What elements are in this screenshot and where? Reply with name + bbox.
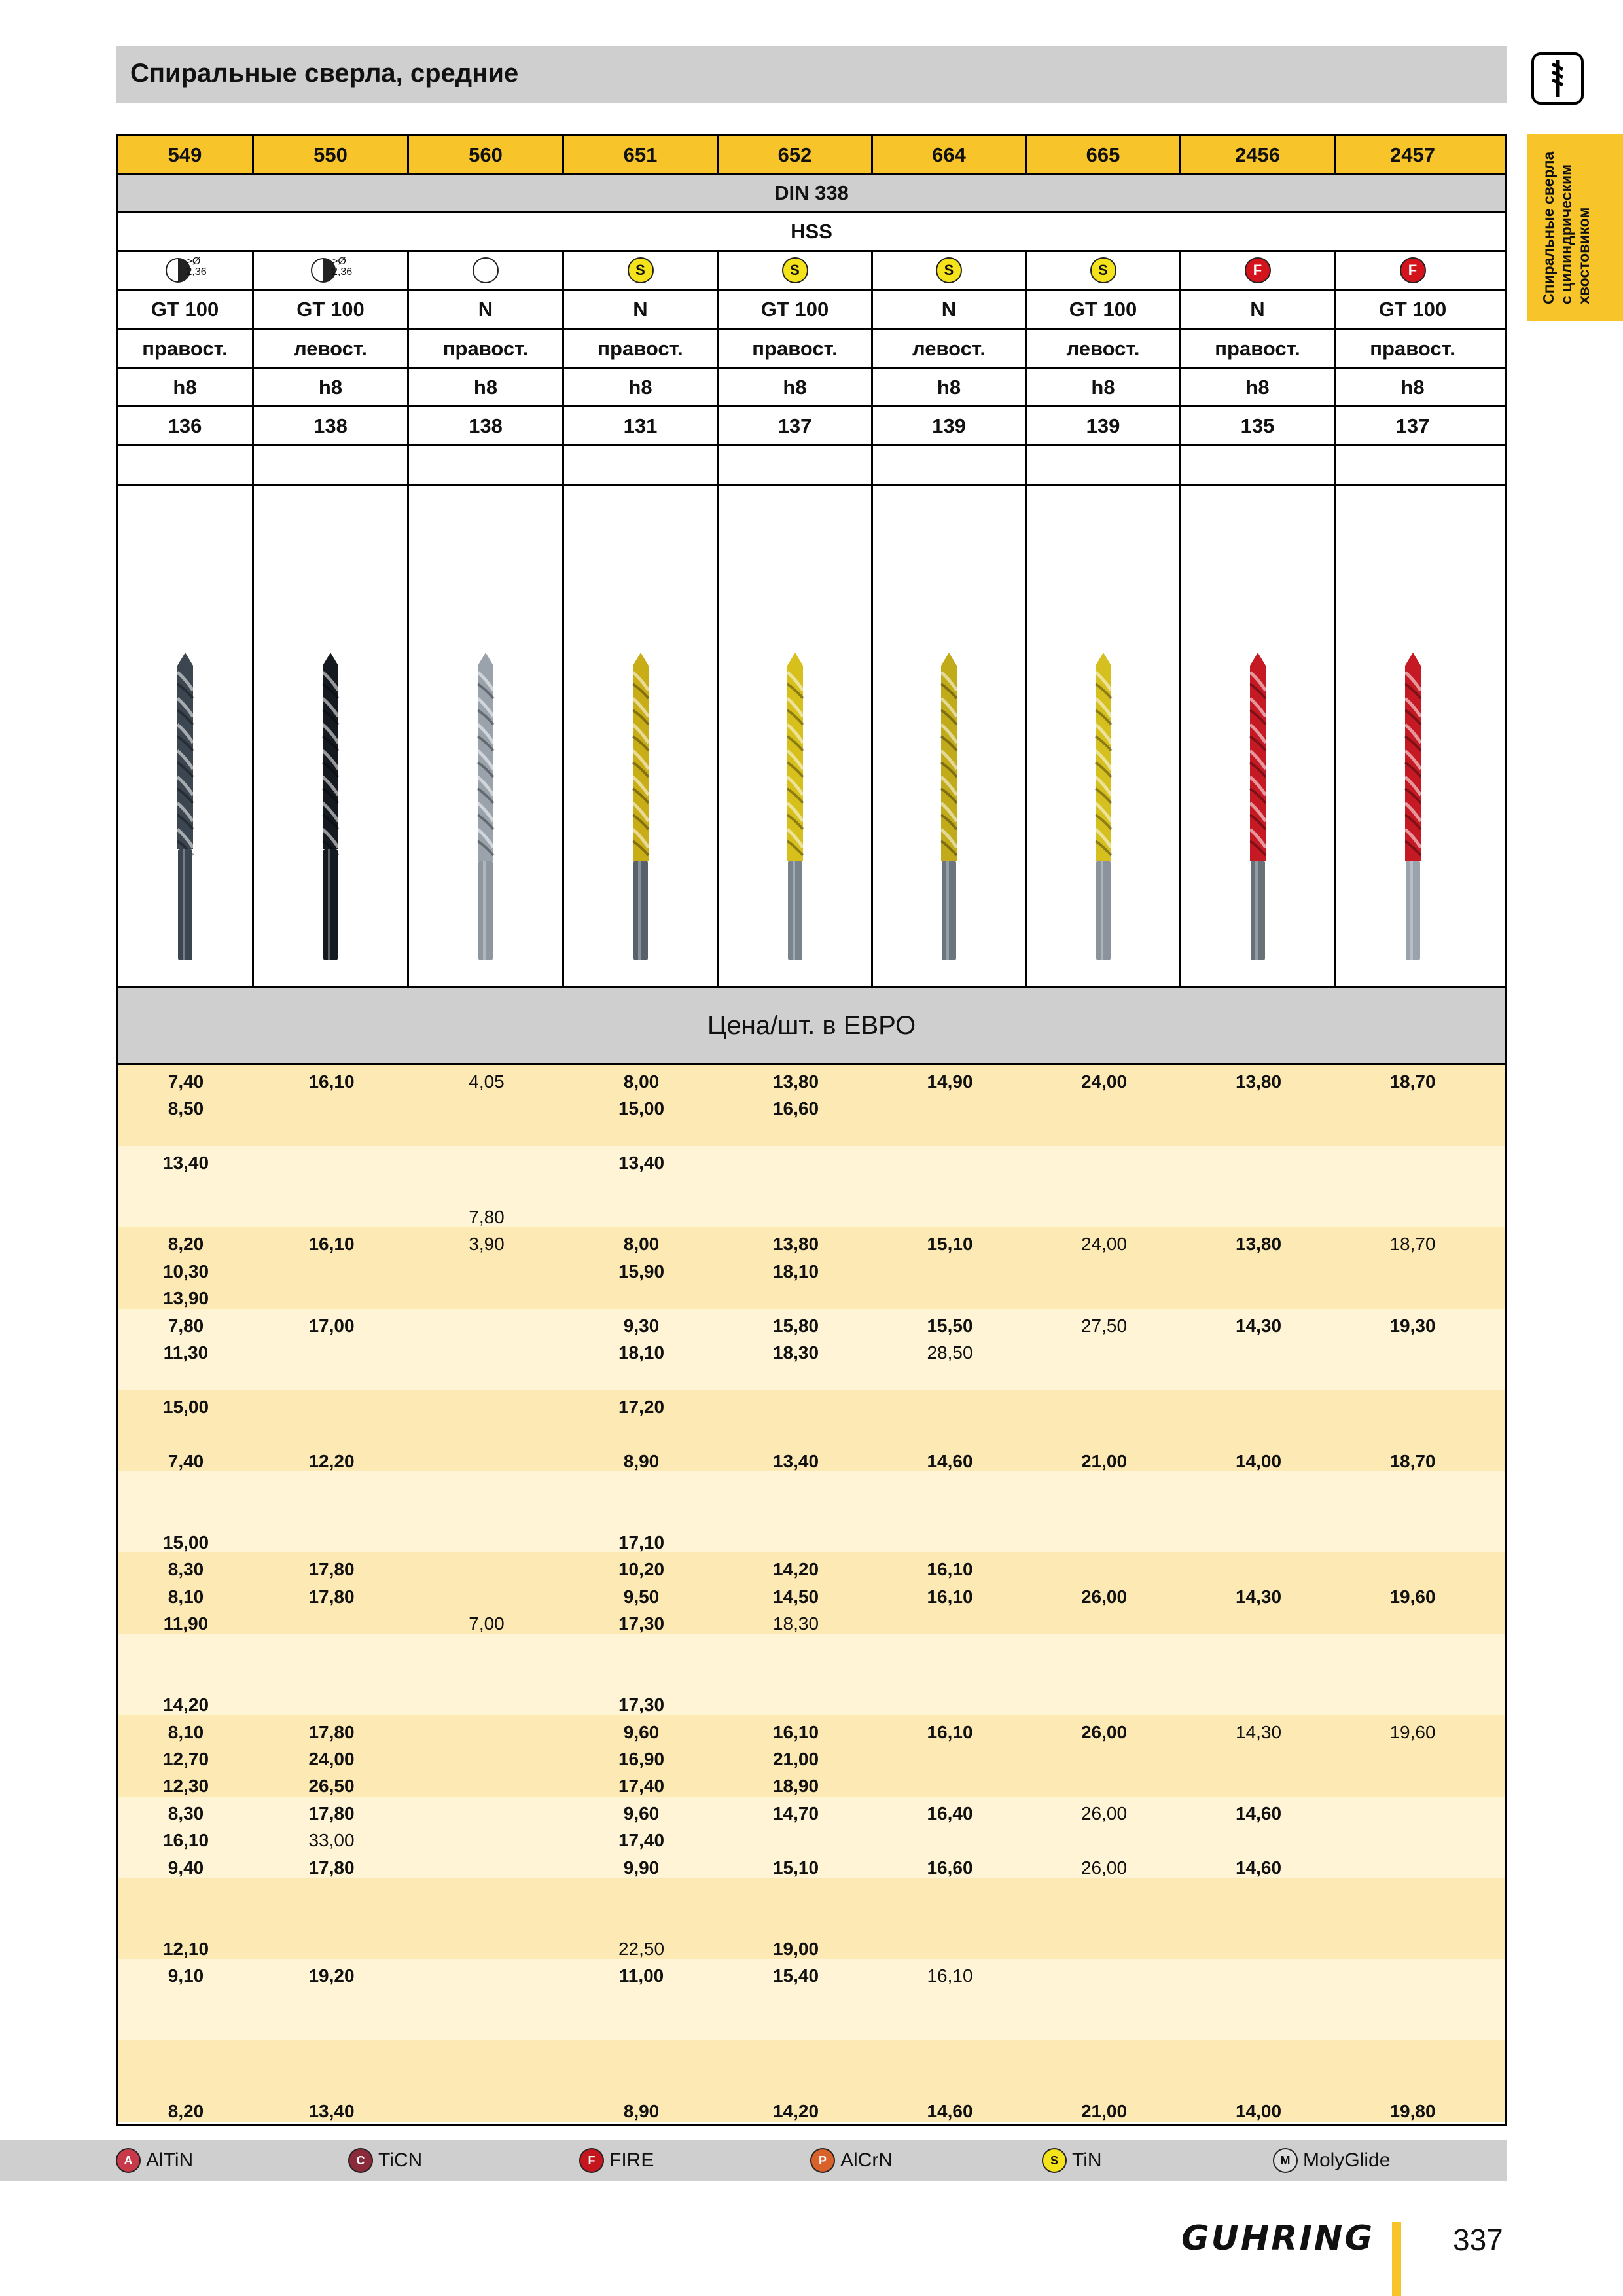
drill-image-cell: [118, 486, 254, 986]
column-divider: [717, 1065, 719, 2125]
drill-664: [929, 653, 969, 967]
price-value: 8,90: [623, 2101, 660, 2122]
direction-row: [118, 330, 1505, 369]
blank-cell: [719, 446, 873, 484]
price-value: 13,40: [618, 1153, 665, 1174]
section-tab-label: [1540, 137, 1593, 304]
price-value: 28,50: [927, 1342, 973, 1363]
section-tab-line-2: с цилиндрическим: [1558, 164, 1575, 304]
price-value: 27,50: [1080, 1315, 1128, 1336]
price-value: 17,00: [308, 1315, 355, 1336]
legend-label: TiN: [1072, 2149, 1102, 2171]
price-value: 15,00: [162, 1396, 209, 1417]
price-value: 9,50: [623, 1586, 660, 1607]
price-area: [118, 1065, 1505, 2125]
price-value: 8,20: [168, 2101, 204, 2122]
tin-coating-icon: S: [1042, 2148, 1067, 2173]
price-value: 19,20: [308, 1965, 355, 1986]
page-ref-652: 137: [719, 407, 873, 444]
price-value: 13,80: [1235, 1071, 1282, 1092]
direction-549: правост.: [118, 330, 254, 367]
legend-item-fire: [579, 2148, 654, 2173]
price-value: 15,40: [772, 1965, 819, 1986]
tin-coating-icon: S: [936, 257, 962, 283]
price-value: 13,80: [772, 1071, 819, 1092]
price-band-stripe: [118, 1634, 1505, 1715]
legend-item-alcrn: [810, 2148, 893, 2173]
drill-560: [466, 653, 505, 967]
price-value: 13,90: [162, 1288, 209, 1309]
tolerance-664: h8: [873, 369, 1027, 405]
price-value: 16,10: [927, 1721, 973, 1742]
type-2456: N: [1181, 291, 1336, 328]
blank-cell: [564, 446, 719, 484]
price-value: 18,90: [772, 1776, 819, 1797]
price-value: 15,50: [927, 1315, 973, 1336]
price-value: 19,30: [1389, 1315, 1436, 1336]
direction-664: левост.: [873, 330, 1027, 367]
price-value: 14,00: [1235, 2101, 1282, 2122]
price-value: 13,40: [308, 2101, 355, 2122]
price-value: 15,90: [618, 1261, 665, 1282]
price-value: 9,40: [168, 1857, 204, 1878]
page-title: Спиральные сверла, средние: [130, 59, 519, 88]
standard-row: [118, 175, 1505, 213]
article-number-row: [118, 136, 1505, 175]
price-value: 3,90: [469, 1234, 505, 1255]
price-value: 10,20: [618, 1559, 665, 1580]
price-value: 26,50: [308, 1776, 355, 1797]
price-value: 12,70: [162, 1749, 209, 1769]
fire-coating-icon: F: [579, 2148, 604, 2173]
page-ref-row: [118, 407, 1505, 446]
type-row: [118, 291, 1505, 330]
price-value: 15,10: [772, 1857, 819, 1878]
material-label: HSS: [791, 219, 832, 243]
tolerance-560: h8: [409, 369, 564, 405]
type-560: N: [409, 291, 564, 328]
price-value: 11,00: [618, 1965, 664, 1986]
type-652: GT 100: [719, 291, 873, 328]
price-value: 8,10: [168, 1586, 204, 1607]
price-value: 21,00: [1080, 1450, 1128, 1471]
price-value: 26,00: [1080, 1803, 1128, 1823]
drill-image-row: [118, 486, 1505, 988]
price-value: 14,90: [927, 1071, 973, 1092]
tin-coating-icon: S: [628, 257, 654, 283]
drill-651: [621, 653, 660, 967]
direction-652: правост.: [719, 330, 873, 367]
section-tab-line-1: Спиральные сверла: [1540, 151, 1557, 304]
legend-label: FIRE: [609, 2149, 654, 2171]
column-divider: [252, 1065, 254, 2125]
tolerance-652: h8: [719, 369, 873, 405]
price-value: 17,40: [618, 1830, 665, 1851]
legend-label: MolyGlide: [1303, 2149, 1391, 2171]
price-value: 14,60: [927, 1450, 973, 1471]
price-value: 14,00: [1235, 1450, 1282, 1471]
price-value: 12,20: [308, 1450, 355, 1471]
article-number-664: 664: [873, 136, 1027, 173]
page-ref-651: 131: [564, 407, 719, 444]
price-value: 17,10: [618, 1532, 665, 1552]
brand-logo: GUHRING: [1181, 2219, 1375, 2258]
column-divider: [407, 1065, 409, 2125]
drill-image-cell: [1027, 486, 1181, 986]
price-value: 8,30: [168, 1559, 204, 1580]
price-value: 9,30: [623, 1315, 660, 1336]
article-number-651: 651: [564, 136, 719, 173]
price-value: 4,05: [469, 1071, 505, 1092]
coating-664: [873, 252, 1027, 289]
price-value: 16,10: [308, 1071, 355, 1092]
fire-coating-icon: F: [1245, 257, 1271, 283]
price-value: 15,00: [618, 1098, 665, 1119]
drill-image-cell: [564, 486, 719, 986]
coating-560: [409, 252, 564, 289]
price-value: 7,80: [168, 1315, 204, 1336]
coating-665: [1027, 252, 1181, 289]
price-value: 17,80: [308, 1559, 355, 1580]
type-549: GT 100: [118, 291, 254, 328]
price-value: 14,60: [1235, 1803, 1282, 1823]
blank-cell: [409, 446, 564, 484]
article-number-652: 652: [719, 136, 873, 173]
price-value: 15,00: [162, 1532, 209, 1552]
price-value: 8,50: [168, 1098, 204, 1119]
price-value: 9,60: [623, 1803, 660, 1823]
direction-665: левост.: [1027, 330, 1181, 367]
drill-image-cell: [409, 486, 564, 986]
tolerance-row: [118, 369, 1505, 407]
tolerance-550: h8: [254, 369, 409, 405]
uncoated-icon: [473, 257, 499, 283]
drill-image-cell: [719, 486, 873, 986]
article-number-550: 550: [254, 136, 409, 173]
legend-item-ticn: [348, 2148, 422, 2173]
price-value: 18,10: [772, 1261, 819, 1282]
price-value: 14,70: [772, 1803, 819, 1823]
drill-2456: [1238, 653, 1277, 967]
tolerance-2456: h8: [1181, 369, 1336, 405]
drill-image-cell: [254, 486, 409, 986]
page-ref-549: 136: [118, 407, 254, 444]
section-tab-line-3: хвостовиком: [1575, 207, 1592, 304]
coating-legend: [0, 2140, 1507, 2181]
price-value: 8,20: [168, 1234, 204, 1255]
product-table: [116, 134, 1507, 2126]
price-value: 17,80: [308, 1721, 355, 1742]
price-value: 9,90: [623, 1857, 660, 1878]
price-value: 19,60: [1389, 1586, 1436, 1607]
price-value: 16,10: [927, 1559, 973, 1580]
half-coated-icon: >Ø 2,36: [311, 257, 350, 284]
price-value: 7,80: [469, 1207, 505, 1227]
price-value: 26,00: [1080, 1586, 1128, 1607]
price-value: 11,30: [163, 1342, 209, 1363]
altin-coating-icon: A: [116, 2148, 141, 2173]
coating-550: [254, 252, 409, 289]
price-value: 16,10: [927, 1965, 973, 1986]
coating-549: [118, 252, 254, 289]
price-value: 9,60: [623, 1721, 660, 1742]
article-number-665: 665: [1027, 136, 1181, 173]
price-value: 17,80: [308, 1586, 355, 1607]
price-value: 8,00: [623, 1234, 660, 1255]
blank-cell: [1027, 446, 1181, 484]
drill-image-cell: [1181, 486, 1336, 986]
price-value: 14,30: [1235, 1721, 1282, 1742]
price-value: 33,00: [308, 1830, 355, 1851]
tin-coating-icon: S: [1090, 257, 1116, 283]
article-number-2457: 2457: [1390, 143, 1435, 166]
fire-coating-icon: F: [1400, 257, 1426, 283]
price-value: 26,00: [1080, 1857, 1128, 1878]
price-value: 13,40: [772, 1450, 819, 1471]
price-band-stripe: [118, 1146, 1505, 1227]
drill-652: [776, 653, 815, 967]
type-651: N: [564, 291, 719, 328]
tolerance-2457: h8: [1400, 375, 1425, 399]
price-value: 18,10: [618, 1342, 665, 1363]
price-value: 18,70: [1389, 1450, 1436, 1471]
price-value: 12,30: [162, 1776, 209, 1797]
direction-651: правост.: [564, 330, 719, 367]
tolerance-651: h8: [564, 369, 719, 405]
price-value: 11,90: [163, 1613, 209, 1634]
price-value: 17,80: [308, 1803, 355, 1823]
ticn-coating-icon: C: [348, 2148, 373, 2173]
price-value: 12,10: [162, 1938, 209, 1959]
coating-row: [118, 252, 1505, 291]
price-value: 24,00: [1080, 1234, 1128, 1255]
drill-image-cell: [873, 486, 1027, 986]
article-number-560: 560: [409, 136, 564, 173]
price-header: Цена/шт. в ЕВРО: [118, 988, 1505, 1065]
price-value: 19,60: [1389, 1721, 1436, 1742]
page-number: 337: [1453, 2223, 1503, 2257]
page-ref-2456: 135: [1181, 407, 1336, 444]
price-value: 24,00: [1080, 1071, 1128, 1092]
page-ref-665: 139: [1027, 407, 1181, 444]
type-665: GT 100: [1027, 291, 1181, 328]
price-value: 14,20: [772, 1559, 819, 1580]
price-value: 16,90: [618, 1749, 665, 1769]
price-value: 14,60: [1235, 1857, 1282, 1878]
page-ref-664: 139: [873, 407, 1027, 444]
price-value: 22,50: [618, 1938, 665, 1959]
article-number-2456: 2456: [1181, 136, 1336, 173]
tolerance-549: h8: [118, 369, 254, 405]
price-value: 17,80: [308, 1857, 355, 1878]
blank-cell: [1336, 446, 1489, 484]
price-value: 18,70: [1389, 1071, 1436, 1092]
legend-item-tin: [1042, 2148, 1102, 2173]
column-divider: [1025, 1065, 1027, 2125]
tolerance-665: h8: [1027, 369, 1181, 405]
price-value: 17,30: [618, 1613, 665, 1634]
price-value: 16,10: [927, 1586, 973, 1607]
half-coated-icon: >Ø 2,36: [166, 257, 205, 284]
price-value: 7,40: [168, 1071, 204, 1092]
price-value: 13,40: [162, 1153, 209, 1174]
price-value: 7,40: [168, 1450, 204, 1471]
price-value: 10,30: [162, 1261, 209, 1282]
price-value: 14,30: [1235, 1315, 1282, 1336]
price-value: 14,30: [1235, 1586, 1282, 1607]
price-value: 19,80: [1389, 2101, 1436, 2122]
page-ref-2457: 137: [1395, 414, 1430, 437]
legend-label: AlCrN: [840, 2149, 893, 2171]
column-divider: [1334, 1065, 1336, 2125]
price-value: 13,80: [1235, 1234, 1282, 1255]
price-value: 7,00: [469, 1613, 505, 1634]
price-value: 16,10: [772, 1721, 819, 1742]
blank-cell: [1181, 446, 1336, 484]
molyglide-coating-icon: M: [1273, 2148, 1298, 2173]
price-value: 14,20: [772, 2101, 819, 2122]
price-value: 15,80: [772, 1315, 819, 1336]
coating-651: [564, 252, 719, 289]
legend-label: TiCN: [378, 2149, 423, 2171]
drill-549: [166, 653, 205, 967]
coating-2457: [1336, 252, 1489, 289]
drill-image-cell: [1336, 486, 1489, 986]
legend-label: AlTiN: [146, 2149, 194, 2171]
price-value: 16,60: [927, 1857, 973, 1878]
page-ref-550: 138: [254, 407, 409, 444]
tin-coating-icon: S: [782, 257, 808, 283]
coating-2456: [1181, 252, 1336, 289]
article-number-549: 549: [118, 136, 254, 173]
type-664: N: [873, 291, 1027, 328]
type-2457: GT 100: [1378, 297, 1447, 321]
type-550: GT 100: [254, 291, 409, 328]
price-value: 19,00: [772, 1938, 819, 1959]
price-value: 8,10: [168, 1721, 204, 1742]
alcrn-coating-icon: P: [810, 2148, 835, 2173]
price-value: 17,30: [618, 1695, 665, 1715]
price-value: 26,00: [1080, 1721, 1128, 1742]
column-divider: [562, 1065, 564, 2125]
direction-2456: правост.: [1181, 330, 1336, 367]
legend-item-molyglide: [1273, 2148, 1390, 2173]
price-value: 16,40: [927, 1803, 973, 1823]
price-value: 18,30: [772, 1613, 819, 1634]
price-value: 24,00: [308, 1749, 355, 1769]
price-value: 9,10: [168, 1965, 204, 1986]
drill-550: [311, 653, 350, 967]
price-value: 21,00: [1080, 2101, 1128, 2122]
price-value: 16,10: [162, 1830, 209, 1851]
price-value: 14,50: [772, 1586, 819, 1607]
price-value: 14,20: [162, 1695, 209, 1715]
price-value: 17,40: [618, 1776, 665, 1797]
brand-accent-bar: [1392, 2222, 1401, 2296]
blank-cell: [254, 446, 409, 484]
price-value: 17,20: [618, 1396, 665, 1417]
price-band-stripe: [118, 1471, 1505, 1552]
price-value: 8,00: [623, 1071, 660, 1092]
direction-2457: правост.: [1370, 336, 1455, 360]
price-value: 13,80: [772, 1234, 819, 1255]
title-bar: [116, 46, 1507, 103]
price-value: 8,30: [168, 1803, 204, 1823]
page-ref-560: 138: [409, 407, 564, 444]
blank-row: [118, 446, 1505, 486]
price-value: 18,70: [1389, 1234, 1436, 1255]
price-value: 8,90: [623, 1450, 660, 1471]
drill-665: [1084, 653, 1123, 967]
price-value: 18,30: [772, 1342, 819, 1363]
blank-cell: [873, 446, 1027, 484]
coating-652: [719, 252, 873, 289]
drill-catalog-icon: [1530, 51, 1585, 106]
drill-2457: [1393, 653, 1433, 967]
direction-560: правост.: [409, 330, 564, 367]
column-divider: [1179, 1065, 1181, 2125]
blank-cell: [118, 446, 254, 484]
price-value: 14,60: [927, 2101, 973, 2122]
price-value: 16,10: [308, 1234, 355, 1255]
standard-label: DIN 338: [774, 181, 849, 204]
material-row: [118, 213, 1505, 252]
price-value: 21,00: [772, 1749, 819, 1769]
price-value: 15,10: [927, 1234, 973, 1255]
price-value: 16,60: [772, 1098, 819, 1119]
legend-item-altin: [116, 2148, 193, 2173]
direction-550: левост.: [254, 330, 409, 367]
column-divider: [871, 1065, 873, 2125]
